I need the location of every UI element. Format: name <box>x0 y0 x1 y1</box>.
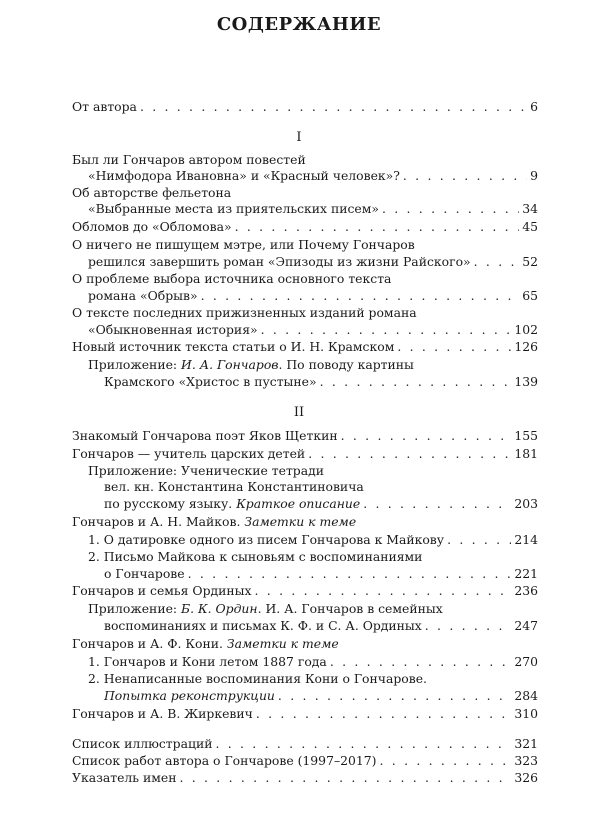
toc-page-number: 270 <box>514 654 538 669</box>
toc-entry-line[interactable]: Был ли Гончаров автором повестей <box>72 152 306 167</box>
toc-entry-italic: Заметки к теме <box>244 514 357 529</box>
leader-dots <box>201 288 520 304</box>
leader-dots <box>382 201 519 217</box>
toc-page-number: 323 <box>514 753 538 768</box>
toc-entry-e1[interactable] <box>88 168 538 184</box>
leader-dots <box>397 339 511 355</box>
toc-entry-title: Попытка реконструкции <box>104 688 275 703</box>
toc-entry-title: 1. Гончаров и Кони летом 1887 года <box>88 654 327 669</box>
toc-entry-title: решился завершить роман «Эпизоды из жизни Райского» <box>88 254 471 269</box>
toc-entry-e8[interactable] <box>104 374 538 390</box>
leader-dots <box>447 532 511 548</box>
toc-entry-title: «Обыкновенная история» <box>88 322 258 337</box>
toc-entry-title: Крамского «Христос в пустыне» <box>104 374 317 389</box>
leader-dots <box>179 770 511 786</box>
toc-page-number: 6 <box>530 99 538 114</box>
toc-page-number: 139 <box>514 374 538 389</box>
toc-page-number: 284 <box>514 688 538 703</box>
toc-entry-ot-avtora[interactable] <box>72 99 538 115</box>
toc-entry-e14[interactable] <box>104 566 538 582</box>
leader-dots <box>235 219 520 235</box>
toc-entry-title: Список работ автора о Гончарове (1997–2017) <box>72 753 377 768</box>
section-heading-2: II <box>293 405 305 420</box>
toc-entry-e19[interactable] <box>104 688 538 704</box>
toc-entry-title: Знакомый Гончарова поэт Яков Щеткин <box>72 428 338 443</box>
leader-dots <box>474 254 520 270</box>
toc-entry-e21[interactable] <box>72 736 538 752</box>
toc-entry-title: Гончаров — учитель царских детей <box>72 446 306 461</box>
toc-entry-e20[interactable] <box>72 706 538 722</box>
toc-entry-e15[interactable] <box>72 583 538 599</box>
leader-dots <box>278 688 511 704</box>
toc-entry-title: Указатель имен <box>72 770 177 785</box>
appendix-author: Б. К. Ордин <box>181 601 258 616</box>
toc-entry-line[interactable] <box>88 601 443 617</box>
toc-entry-title: Гончаров и семья Ординых <box>72 583 252 598</box>
leader-dots <box>256 706 511 722</box>
toc-page-number: 326 <box>514 770 538 785</box>
toc-entry-title: Обломов до «Обломова» <box>72 219 232 234</box>
toc-page-number: 126 <box>514 339 538 354</box>
appendix-author: И. А. Гончаров <box>181 357 279 372</box>
page-title: СОДЕРЖАНИЕ <box>216 14 382 35</box>
toc-entry-e16[interactable] <box>104 618 538 634</box>
leader-dots <box>255 583 512 599</box>
toc-page-number: 181 <box>514 446 538 461</box>
toc-entry-e11[interactable] <box>104 496 538 512</box>
toc-entry-line[interactable] <box>88 357 414 373</box>
toc-page-number: 310 <box>514 706 538 721</box>
toc-entry-title: Список иллюстраций <box>72 736 213 751</box>
toc-page-number: 155 <box>514 428 538 443</box>
leader-dots <box>363 496 511 512</box>
toc-entry-title: романа «Обрыв» <box>88 288 198 303</box>
toc-entry-text: Гончаров и А. Н. Майков. <box>72 514 245 529</box>
leader-dots <box>215 736 511 752</box>
toc-entry-e18[interactable] <box>88 654 538 670</box>
toc-entry-line[interactable]: 2. Ненаписанные воспоминания Кони о Гончарове. <box>88 671 427 686</box>
toc-entry-e5[interactable] <box>88 288 538 304</box>
toc-entry-e7[interactable] <box>72 339 538 355</box>
appendix-label: Приложение: <box>88 357 182 372</box>
toc-entry-e3[interactable] <box>72 219 538 235</box>
toc-page-number: 45 <box>522 219 538 234</box>
toc-entry-title: воспоминаниях и письмах К. Ф. и С. А. Ординых <box>104 618 422 633</box>
toc-entry-line[interactable]: О проблеме выбора источника основного текста <box>72 271 392 286</box>
toc-page-number: 65 <box>522 288 538 303</box>
toc-entry-title <box>104 496 360 512</box>
leader-dots <box>261 322 512 338</box>
toc-entry-line[interactable]: Приложение: Ученические тетради <box>88 463 325 478</box>
toc-entry-title: От автора <box>72 99 137 114</box>
toc-entry-e9[interactable] <box>72 428 538 444</box>
toc-entry-line[interactable]: вел. кн. Константина Константиновича <box>104 479 364 494</box>
toc-entry-line[interactable]: О ничего не пишущем мэтре, или Почему Гончаров <box>72 237 415 252</box>
toc-page-number: 9 <box>530 168 538 183</box>
toc-entry-text: по русскому языку. <box>104 496 237 511</box>
toc-entry-line[interactable]: 2. Письмо Майкова к сыновьям с воспоминаниями <box>88 549 423 564</box>
toc-entry-e22[interactable] <box>72 753 538 769</box>
toc-page-number: 34 <box>522 201 538 216</box>
toc-entry-title: «Нимфодора Ивановна» и «Красный человек»? <box>88 168 400 183</box>
leader-dots <box>403 168 527 184</box>
toc-entry-title: Гончаров и А. В. Жиркевич <box>72 706 253 721</box>
toc-entry-title: «Выбранные места из приятельских писем» <box>88 201 379 216</box>
leader-dots <box>380 753 512 769</box>
toc-entry-text: Гончаров и А. Ф. Кони. <box>72 636 227 651</box>
toc-entry-line[interactable]: О тексте последних прижизненных изданий романа <box>72 305 417 320</box>
toc-page-number: 52 <box>522 254 538 269</box>
toc-entry-e2[interactable] <box>88 201 538 217</box>
leader-dots <box>140 99 527 115</box>
toc-page-number: 321 <box>514 736 538 751</box>
appendix-label: Приложение: <box>88 601 182 616</box>
toc-page-number: 236 <box>514 583 538 598</box>
leader-dots <box>330 654 512 670</box>
toc-entry-e13[interactable] <box>88 532 538 548</box>
appendix-title: . По поводу картины <box>278 357 414 372</box>
toc-entry-e12[interactable] <box>72 514 356 530</box>
leader-dots <box>425 618 512 634</box>
leader-dots <box>308 446 511 462</box>
toc-entry-e6[interactable] <box>88 322 538 338</box>
toc-entry-e10[interactable] <box>72 446 538 462</box>
toc-entry-italic: Заметки к теме <box>226 636 339 651</box>
toc-entry-title: о Гончарове <box>104 566 185 581</box>
toc-page-number: 214 <box>514 532 538 547</box>
leader-dots <box>188 566 512 582</box>
toc-entry-e4[interactable] <box>88 254 538 270</box>
toc-entry-title: Новый источник текста статьи о И. Н. Крамском <box>72 339 395 354</box>
toc-page-number: 247 <box>514 618 538 633</box>
leader-dots <box>341 428 512 444</box>
toc-page-number: 221 <box>514 566 538 581</box>
toc-entry-title: 1. О датировке одного из писем Гончарова к Майкову <box>88 532 445 547</box>
toc-entry-line[interactable]: Об авторстве фельетона <box>72 185 232 200</box>
toc-entry-italic: Краткое описание <box>236 496 361 511</box>
section-heading-1: I <box>296 130 302 145</box>
toc-page-number: 203 <box>514 496 538 511</box>
appendix-title: . И. А. Гончаров в семейных <box>257 601 443 616</box>
leader-dots <box>320 374 512 390</box>
toc-entry-e17[interactable] <box>72 636 339 652</box>
toc-page-number: 102 <box>514 322 538 337</box>
toc-entry-e23[interactable] <box>72 770 538 786</box>
